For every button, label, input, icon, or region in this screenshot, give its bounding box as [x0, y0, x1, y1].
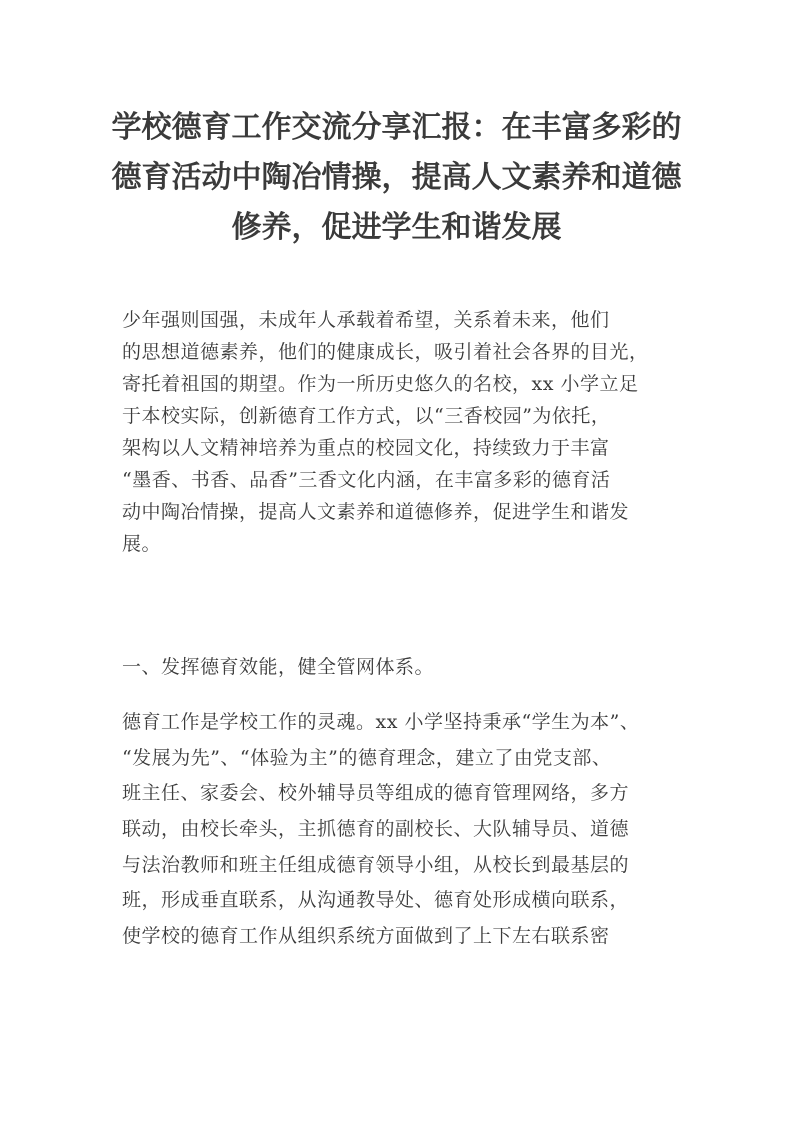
intro-paragraph: [122, 304, 682, 560]
paragraph-line: 架构以人文精神培养为重点的校园文化，持续致力于丰富: [122, 437, 610, 459]
paragraph-line: 与法治教师和班主任组成德育领导小组，从校长到最基层的: [122, 853, 630, 876]
paragraph-line: 少年强则国强，未成年人承载着希望，关系着未来，他们: [122, 309, 610, 331]
paragraph-line: 使学校的德育工作从组织系统方面做到了上下左右联系密: [122, 925, 610, 948]
title-line: 学校德育工作交流分享汇报：在丰富多彩的: [111, 110, 682, 145]
paragraph-line: 展。: [122, 533, 162, 555]
paragraph-line: 班主任、家委会、校外辅导员等组成的德育管理网络，多方: [122, 782, 630, 805]
paragraph-line: “墨香、书香、品香”三香文化内涵，在丰富多彩的德育活: [122, 469, 611, 491]
paragraph-line: 寄托着祖国的期望。作为一所历史悠久的名校，xx 小学立足: [122, 373, 639, 395]
section-heading: [122, 651, 682, 683]
body-paragraph: [122, 705, 682, 955]
paragraph-line: 动中陶冶情操，提高人文素养和道德修养，促进学生和谐发: [122, 501, 630, 523]
document-title: [110, 103, 683, 253]
title-line: 修养，促进学生和谐发展: [231, 210, 562, 245]
paragraph-line: 联动，由校长牵头，主抓德育的副校长、大队辅导员、道德: [122, 818, 630, 841]
paragraph-line: 于本校实际，创新德育工作方式，以“三香校园”为依托，: [122, 405, 611, 427]
paragraph-line: 的思想道德素养，他们的健康成长，吸引着社会各界的目光，: [122, 341, 649, 363]
paragraph-line: 德育工作是学校工作的灵魂。xx 小学坚持秉承“学生为本”、: [122, 711, 640, 733]
title-line: 德育活动中陶冶情操，提高人文素养和道德: [111, 160, 682, 195]
paragraph-line: 班，形成垂直联系，从沟通教导处、德育处形成横向联系，: [122, 889, 630, 912]
section-heading-text: 一、发挥德育效能，健全管网体系。: [122, 656, 435, 678]
paragraph-line: “发展为先”、“体验为主”的德育理念，建立了由党支部、: [122, 746, 612, 769]
